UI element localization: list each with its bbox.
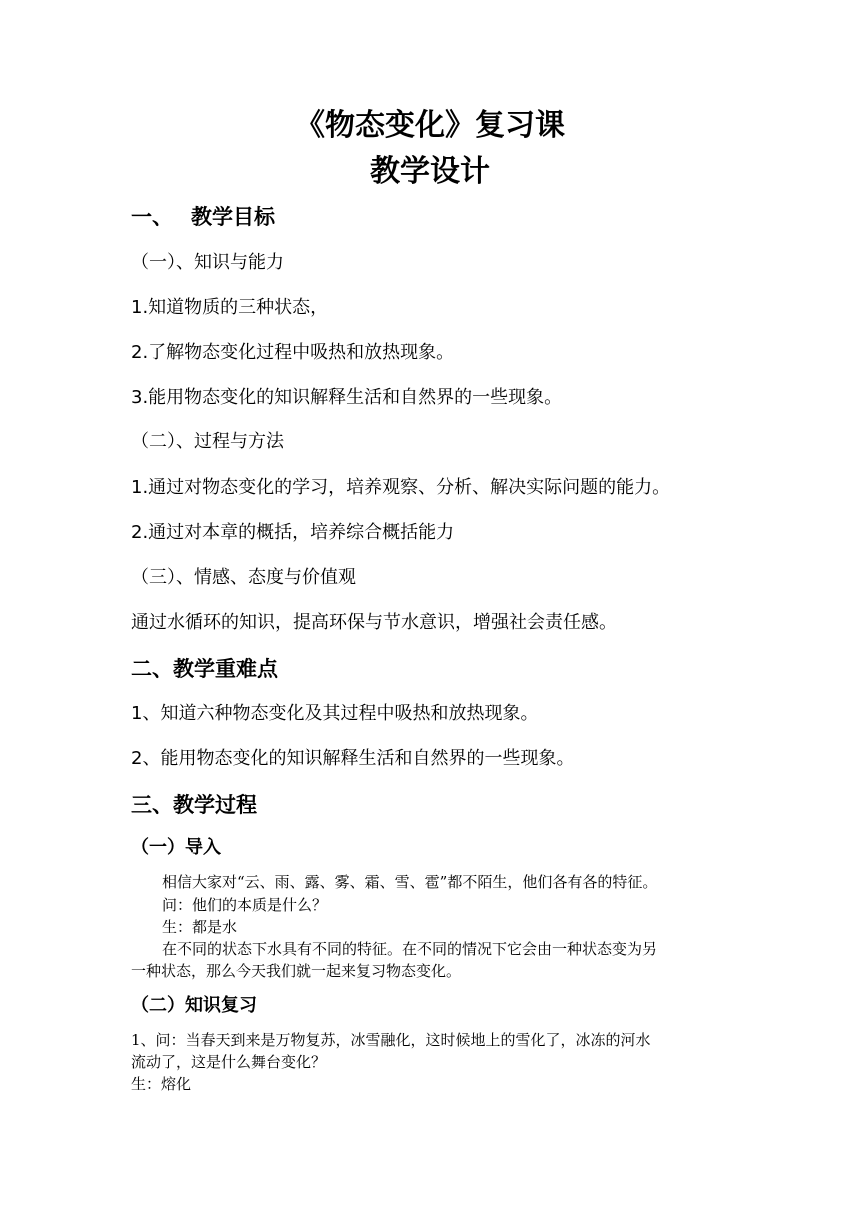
list-item: 3.能用物态变化的知识解释生活和自然界的一些现象。 xyxy=(131,387,563,408)
paragraph-line: 相信大家对“云、雨、露、雾、霜、雪、雹”都不陌生，他们各有各的特征。 xyxy=(162,873,658,891)
section-title: 教学目标 xyxy=(191,205,275,229)
section-heading-process: 三、教学过程 xyxy=(131,793,257,817)
paragraph-line: 流动了，这是什么舞台变化？ xyxy=(131,1053,327,1071)
section-heading-objectives xyxy=(131,203,275,231)
subheading-review: （二）知识复习 xyxy=(131,995,257,1016)
subheading-intro: （一）导入 xyxy=(131,837,221,858)
list-item: 2、能用物态变化的知识解释生活和自然界的一些现象。 xyxy=(131,748,575,769)
subheading-attitude: （三）、情感、态度与价值观 xyxy=(131,567,356,588)
subheading-knowledge: （一）、知识与能力 xyxy=(131,252,284,273)
paragraph-line: 1、问：当春天到来是万物复苏，冰雪融化，这时候地上的雪化了，冰冻的河水 xyxy=(131,1031,651,1049)
paragraph-line: 在不同的状态下水具有不同的特征。在不同的情况下它会由一种状态变为另 xyxy=(162,940,658,958)
list-item: 通过水循环的知识，提高环保与节水意识，增强社会责任感。 xyxy=(131,612,617,633)
subheading-process: （二）、过程与方法 xyxy=(131,431,284,452)
document-subtitle: 教学设计 xyxy=(370,154,490,189)
list-item: 1.通过对物态变化的学习，培养观察、分析、解决实际问题的能力。 xyxy=(131,477,671,498)
list-item: 1.知道物质的三种状态， xyxy=(131,297,329,318)
paragraph-line: 问：他们的本质是什么？ xyxy=(162,896,328,914)
list-item: 1、知道六种物态变化及其过程中吸热和放热现象。 xyxy=(131,703,539,724)
section-number: 一、 xyxy=(131,205,173,229)
section-heading-keypoints: 二、教学重难点 xyxy=(131,657,278,681)
document-title: 《物态变化》复习课 xyxy=(295,108,565,143)
paragraph-line: 生：都是水 xyxy=(162,918,238,936)
list-item: 2.通过对本章的概括，培养综合概括能力 xyxy=(131,522,455,543)
list-item: 2.了解物态变化过程中吸热和放热现象。 xyxy=(131,342,455,363)
paragraph-line: 一种状态，那么今天我们就一起来复习物态变化。 xyxy=(131,962,462,980)
paragraph-line: 生：熔化 xyxy=(131,1075,192,1093)
